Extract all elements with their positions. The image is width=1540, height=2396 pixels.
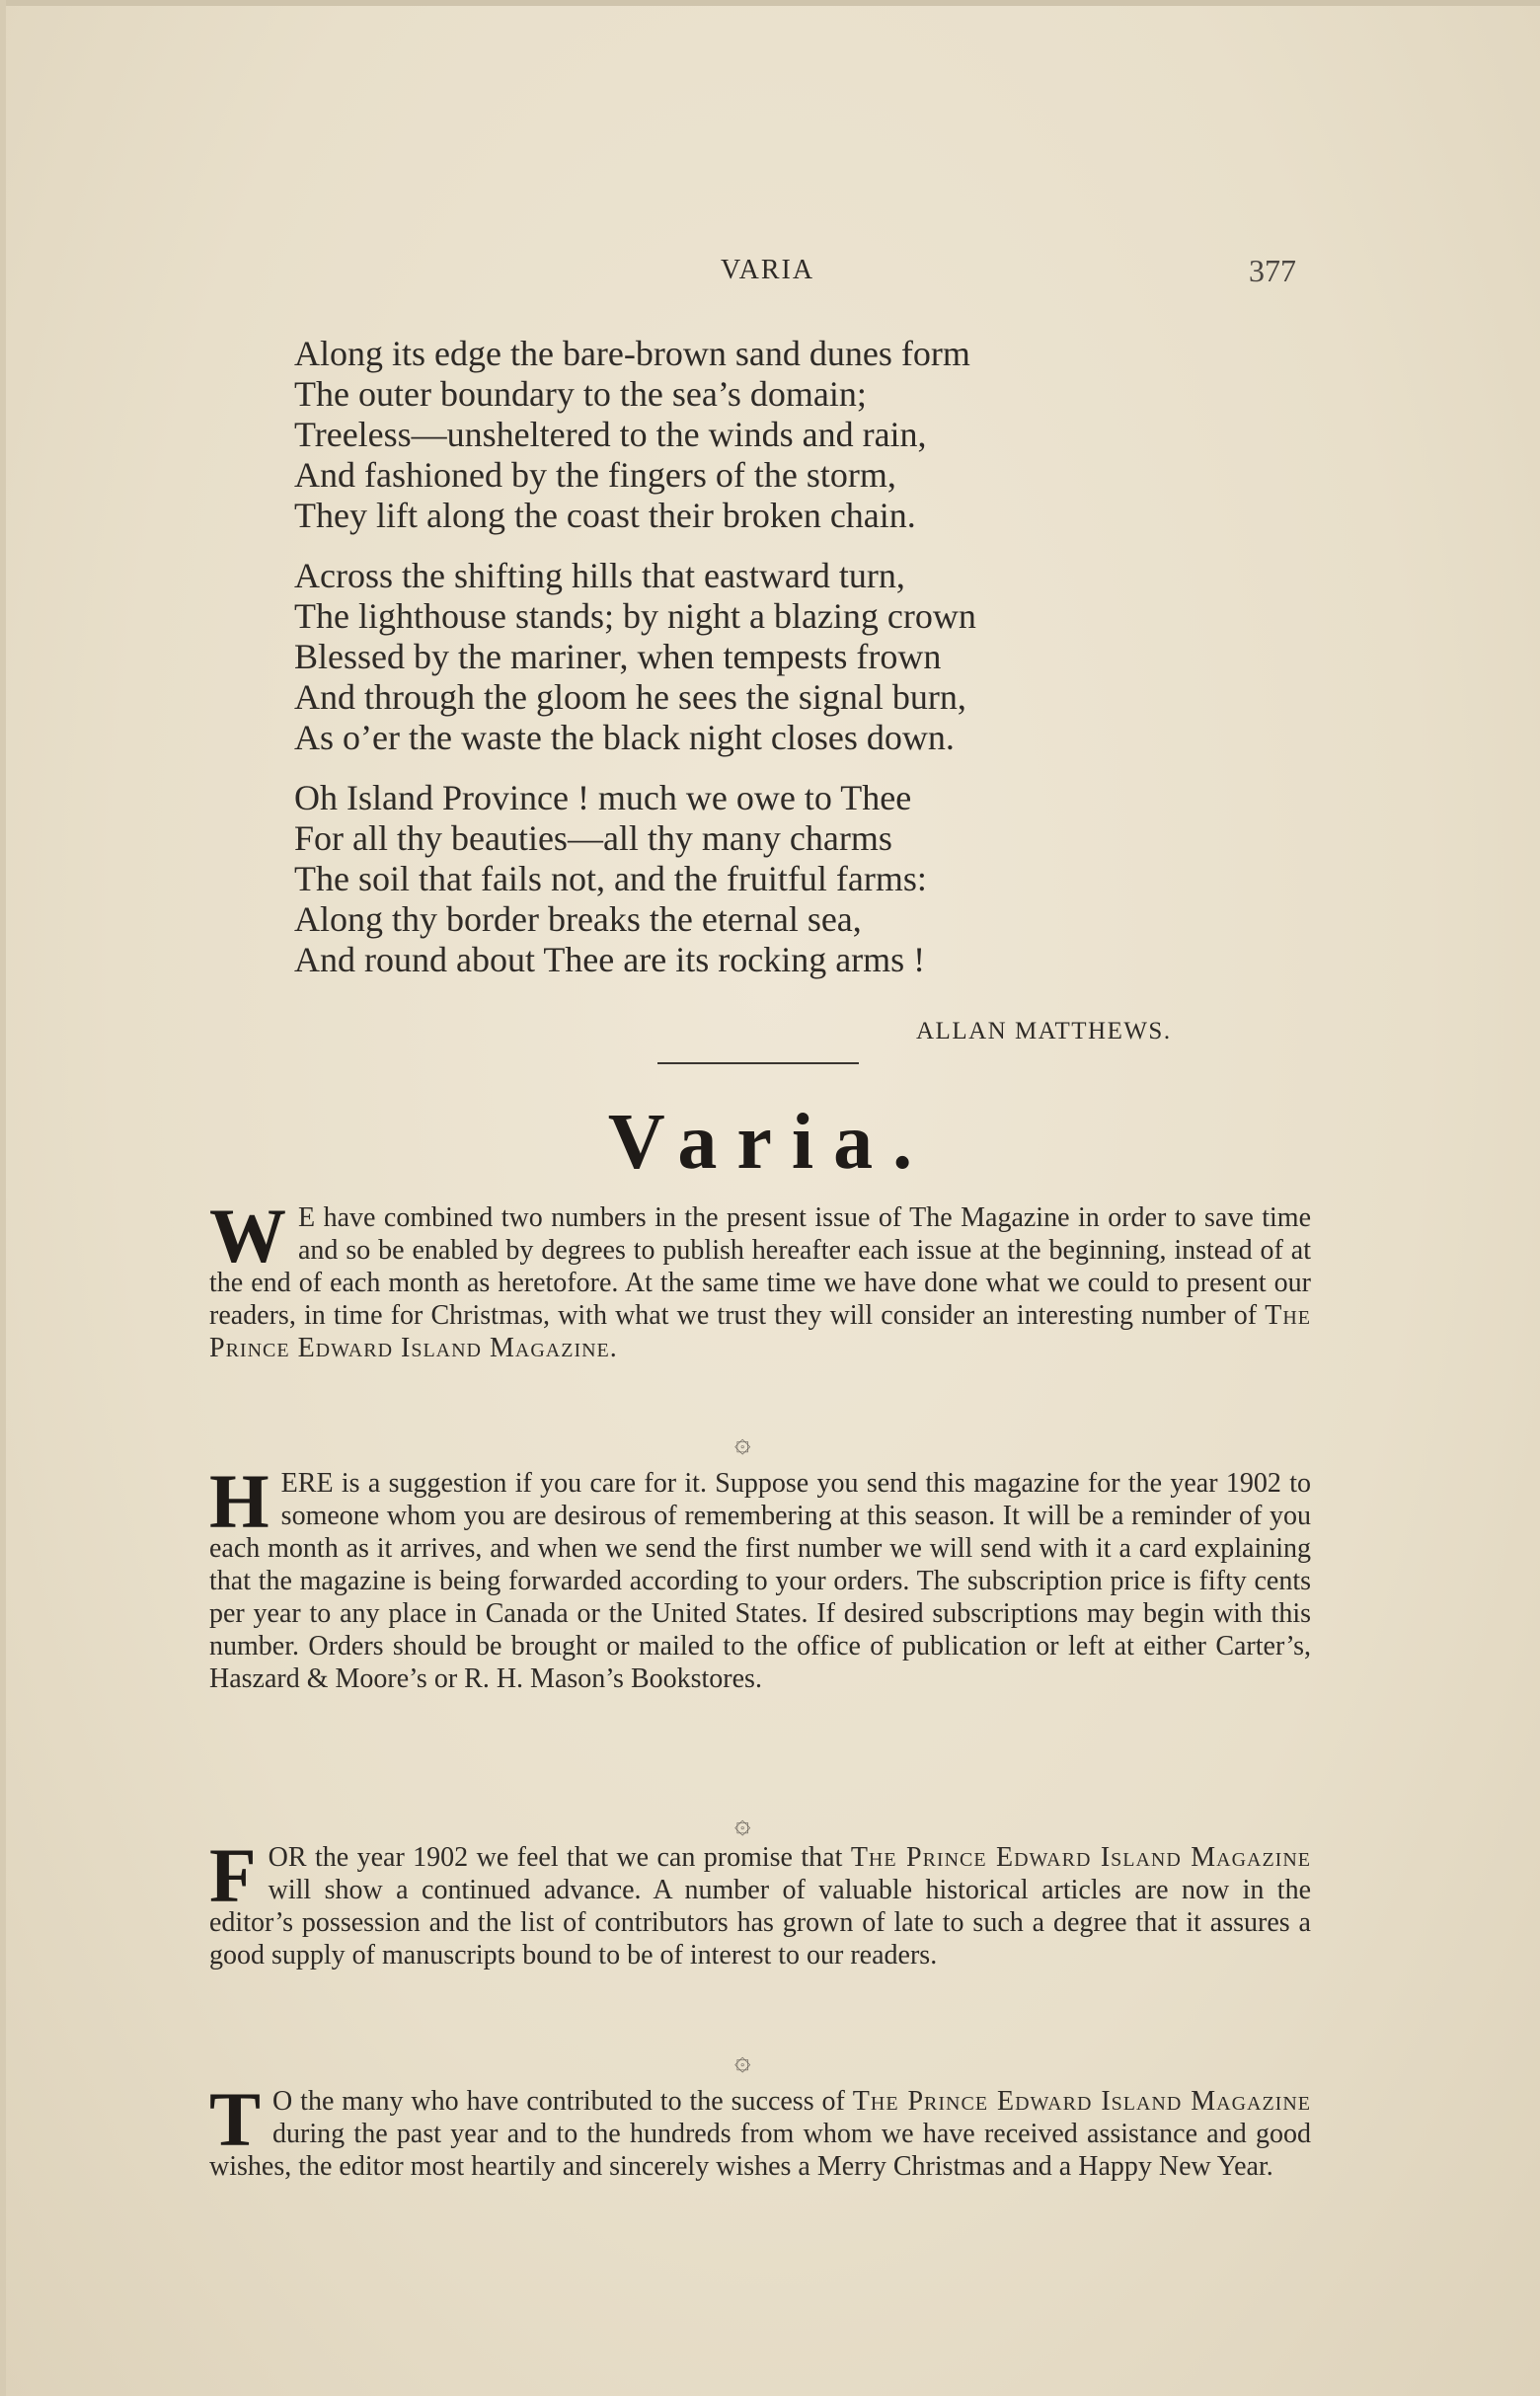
paragraph-body	[209, 1193, 1311, 1363]
poem-stanza	[294, 556, 1281, 758]
paragraph-body	[209, 1832, 1312, 1971]
poem-line: For all thy beauties—all thy many charms	[294, 818, 892, 858]
editorial-paragraph	[209, 1193, 1311, 1364]
running-title: VARIA	[721, 255, 815, 285]
poem-line: And round about Thee are its rocking arms !	[294, 940, 926, 979]
paragraph-text: .	[609, 1333, 617, 1363]
poem-stanza	[294, 778, 1281, 980]
running-header	[0, 255, 1540, 294]
editorial-paragraph	[209, 2076, 1312, 2183]
paragraph-text: O the many who have contributed to the success of	[272, 2086, 853, 2117]
poem-line: And through the gloom he sees the signal burn,	[294, 677, 966, 717]
magazine-name: The Prince Edward Island Magazine	[852, 2086, 1312, 2117]
poem-author: ALLAN MATTHEWS.	[916, 1018, 1172, 1044]
paragraph-body	[209, 2076, 1312, 2182]
editorial-paragraph	[209, 1832, 1312, 1971]
ornament-icon: ۞	[734, 2046, 751, 2076]
drop-cap: T	[209, 2076, 262, 2162]
magazine-name: The Prince Edward Island Magazine	[209, 1300, 1311, 1363]
drop-cap: F	[209, 1832, 257, 1918]
paragraph-text: ERE is a suggestion if you care for it. Suppose you send this magazine for the year 1902 to someone whom you are desirous of remembering at this season. It will be a reminder of you each month as it arrives, and when we send the first number we will send with it a card explaining that the magazine is being forwarded according to your orders. The subscription price is fifty cents per year to any place in Canada or the United States. If desired subscriptions may begin with this number. Orders should be brought or mailed to the office of publication or left at either Carter’s, Haszard & Moore’s or R. H. Mason’s Bookstores.	[209, 1468, 1311, 1694]
poem-line: Blessed by the mariner, when tempests frown	[294, 637, 942, 676]
paragraph-text: during the past year and to the hundreds from whom we have received assistance and good wishes, the editor most heartily and sincerely wishes a Merry Christmas and a Happy New Year.	[209, 2119, 1311, 2182]
ornament-icon: ۞	[734, 1428, 751, 1458]
poem-line: Oh Island Province ! much we owe to Thee	[294, 778, 912, 817]
drop-cap: W	[209, 1193, 286, 1278]
page-number: 377	[1249, 253, 1296, 288]
poem-line: The outer boundary to the sea’s domain;	[294, 374, 867, 414]
section-divider	[657, 1062, 859, 1064]
poem-line: Treeless—unsheltered to the winds and rain,	[294, 415, 927, 454]
paragraph-text: will show a continued advance. A number of valuable historical articles are now in the editor’s possession and the list of contributors has grown of late to such a degree that it assures a good supply of manuscripts bound to be of interest to our readers.	[209, 1875, 1311, 1971]
paragraph-body	[209, 1458, 1311, 1694]
poem-line: They lift along the coast their broken chain.	[294, 496, 916, 535]
page-left-edge	[0, 0, 6, 2396]
magazine-name: The Prince Edward Island Magazine	[850, 1842, 1312, 1873]
page-top-edge	[0, 0, 1540, 6]
paragraph-text: E have combined two numbers in the present issue of The Magazine in order to save time and so be enabled by degrees to publish hereafter each issue at the beginning, instead of at the end of each month as heretofore. At the same time we have done what we could to present our readers, in time for Christmas, with what we trust they will consider an interesting number of	[209, 1202, 1311, 1331]
poem-line: Along its edge the bare-brown sand dunes form	[294, 334, 970, 373]
editorial-paragraph	[209, 1458, 1311, 1695]
poem-line: As o’er the waste the black night closes down.	[294, 718, 955, 757]
poem-line: The soil that fails not, and the fruitful farms:	[294, 859, 927, 898]
poem	[294, 334, 1281, 1000]
poem-stanza	[294, 334, 1281, 536]
poem-line: Across the shifting hills that eastward turn,	[294, 556, 905, 595]
poem-line: The lighthouse stands; by night a blazing crown	[294, 596, 976, 636]
section-title: Varia.	[607, 1099, 933, 1186]
drop-cap: H	[209, 1458, 270, 1544]
ornament-icon: ۞	[734, 1809, 751, 1839]
poem-line: Along thy border breaks the eternal sea,	[294, 899, 862, 939]
poem-line: And fashioned by the fingers of the storm,	[294, 455, 896, 495]
paragraph-text: OR the year 1902 we feel that we can promise that	[268, 1842, 851, 1873]
